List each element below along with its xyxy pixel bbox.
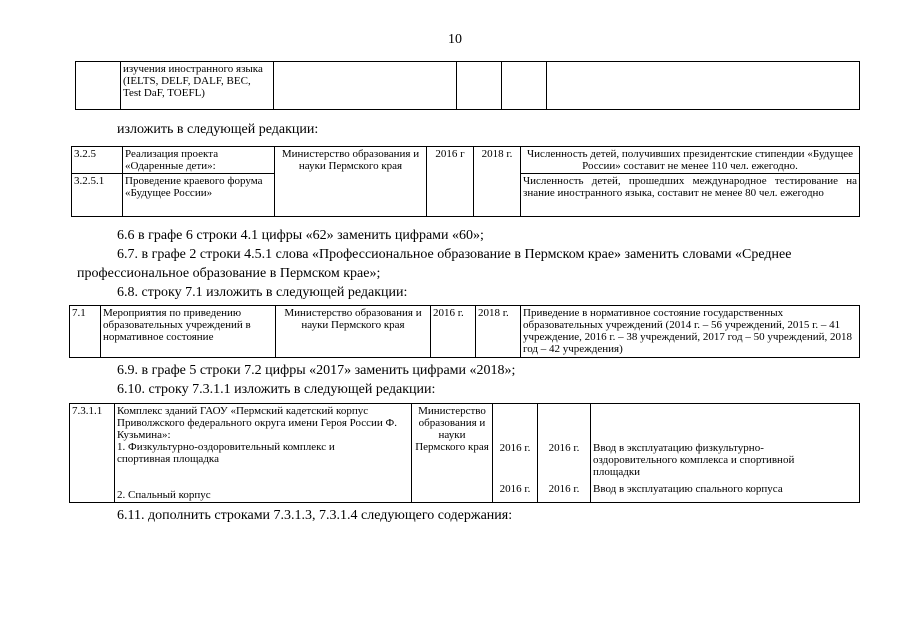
paragraph-6-6: 6.6 в графе 6 строки 4.1 цифры «62» заменить цифрами «60»; — [117, 228, 484, 243]
measure-name: Мероприятия по приведению образовательных учреждений в нормативное состояние — [101, 306, 276, 358]
item-2-name: 2. Спальный корпус — [117, 489, 211, 501]
start-years — [493, 404, 538, 503]
table-cell — [547, 62, 860, 110]
paragraph-6-10: 6.10. строку 7.3.1.1 изложить в следующей редакции: — [117, 382, 436, 397]
table-7-1 — [69, 305, 860, 358]
table-cell — [457, 62, 502, 110]
paragraph-6-9: 6.9. в графе 5 строки 7.2 цифры «2017» заменить цифрами «2018»; — [117, 363, 516, 378]
item-1-name: 1. Физкультурно-оздоровительный комплекс и спортивная площадка — [117, 441, 335, 465]
end-year: 2018 г. — [476, 306, 521, 358]
table-cell — [502, 62, 547, 110]
page-number: 10 — [448, 32, 462, 47]
row-number: 3.2.5 — [72, 147, 123, 174]
item-1-end: 2016 г. — [548, 442, 580, 454]
table-cell — [76, 62, 121, 110]
paragraph-6-8: 6.8. строку 7.1 изложить в следующей редакции: — [117, 285, 408, 300]
table-cell-text: изучения иностранного языка (IELTS, DELF, DALF, BEC, Test DaF, TOEFL) — [121, 62, 274, 110]
paragraph-6-7-cont: профессиональное образование в Пермском крае»; — [77, 266, 381, 281]
executor: Министерство образования и науки Пермского края — [412, 404, 493, 503]
intro-text: изложить в следующей редакции: — [117, 122, 319, 137]
row-number: 7.1 — [70, 306, 101, 358]
table-row — [72, 147, 860, 174]
end-years — [538, 404, 591, 503]
paragraph-6-7: 6.7. в графе 2 строки 4.5.1 слова «Профессиональное образование в Пермском крае» заменить словами «Среднее — [117, 247, 792, 262]
measure-name: Проведение краевого форума «Будущее России» — [123, 174, 275, 217]
start-year: 2016 г. — [431, 306, 476, 358]
table-row — [70, 306, 860, 358]
executor: Министерство образования и науки Пермского края — [276, 306, 431, 358]
paragraph-6-11: 6.11. дополнить строками 7.3.1.3, 7.3.1.4 следующего содержания: — [117, 508, 513, 523]
measure-name — [115, 404, 412, 503]
table-cell — [274, 62, 457, 110]
item-2-result: Ввод в эксплуатацию спального корпуса — [593, 483, 783, 495]
item-1-start: 2016 г. — [499, 442, 531, 454]
result-text: Приведение в нормативное состояние государственных образовательных учреждений (2014 г. – 56 учреждений, 2015 г. – 41 учреждение, 2016 г. – 38 учреждений, 2017 год – 50 учреждений, 2018 год – 42 учреждения) — [521, 306, 860, 358]
measure-name: Реализация проекта «Одаренные дети»: — [123, 147, 275, 174]
result-text: Численность детей, прошедших международное тестирование на знание иностранного языка, составит не менее 80 чел. ежегодно — [521, 174, 860, 217]
item-2-start: 2016 г. — [499, 483, 531, 495]
results — [591, 404, 860, 503]
executor: Министерство образования и науки Пермского края — [275, 147, 427, 217]
table-3-2-5 — [71, 146, 860, 217]
start-year: 2016 г — [427, 147, 474, 217]
row-number: 3.2.5.1 — [72, 174, 123, 217]
continuation-table — [75, 61, 860, 110]
complex-title: Комплекс зданий ГАОУ «Пермский кадетский корпус Приволжского федерального округа имени Героя России Ф. Кузьмина»: — [117, 405, 398, 441]
table-row — [70, 404, 860, 503]
result-text: Численность детей, получивших президентские стипендии «Будущее России» составит не менее 110 чел. ежегодно. — [521, 147, 860, 174]
end-year: 2018 г. — [474, 147, 521, 217]
item-2-end: 2016 г. — [548, 483, 580, 495]
table-7-3-1-1 — [69, 403, 860, 503]
row-number: 7.3.1.1 — [70, 404, 115, 503]
item-1-result: Ввод в эксплуатацию физкультурно-оздоровительного комплекса и спортивной площадки — [593, 442, 795, 478]
